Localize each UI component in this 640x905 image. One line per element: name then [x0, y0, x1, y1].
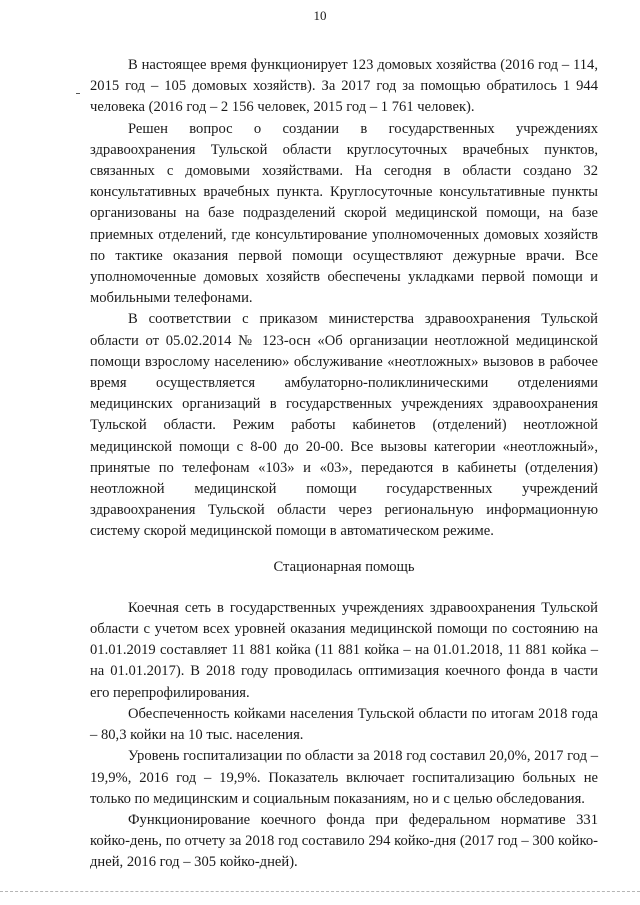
paragraph-bed-network: Коечная сеть в государственных учреждениях здравоохранения Тульской области с учетом всех уровней оказания медицинской помощи по состоянию на 01.01.2019 составляет 11 881 койка (11 881 койка – на 01.01.2018, 11 881 койка – на 01.01.2017). В 2018 году проводилась оптимизация коечного фонда в части его перепрофилирования. [90, 599, 598, 701]
paragraph-bed-provision: Обеспеченность койками населения Тульской области по итогам 2018 года – 80,3 койки на 10 тыс. населения. [90, 705, 598, 744]
page-number: 10 [313, 8, 327, 23]
paragraph-hospitalization-level: Уровень госпитализации по области за 2018 год составил 20,0%, 2017 год – 19,9%, 2016 год – 19,9%. Показатель включает госпитализацию больных не только по медицинским и социальным показаниям, но и с целью обследования. [90, 748, 598, 807]
paragraph-households: В настоящее время функционирует 123 домовых хозяйства (2016 год – 114, 2015 год – 105 домовых хозяйств). За 2017 год за помощью обратилось 1 944 человека (2016 год – 2 156 человек, 2015 год – 1 761 человек). [90, 57, 598, 116]
paragraph-bed-fund-functioning: Функционирование коечного фонда при федеральном нормативе 331 койко-день, по отчету за 2018 год составило 294 койко-дня (2017 год – 300 койко-дней, 2016 год – 305 койко-дней). [90, 811, 598, 871]
paragraph-consultative-points: Решен вопрос о создании в государственных учреждениях здравоохранения Тульской области круглосуточных врачебных пунктов, связанных с домовыми хозяйствами. На сегодня в области создано 32 консультативных врачебных пункта. Круглосуточные консультативные пункты организованы на базе подразделений скорой медицинской помощи, на базе приемных отделений, где консультирование уполномоченных домовых хозяйств по тактике оказания первой помощи осуществляют дежурные врачи. Все уполномоченные домовых хозяйств обеспечены укладками первой помощи и мобильными телефонами. [90, 120, 598, 307]
document-body [90, 55, 598, 874]
scan-artifact [76, 93, 80, 94]
footer-divider [0, 890, 640, 892]
section-title: Стационарная помощь [273, 558, 415, 575]
paragraph-urgent-care: В соответствии с приказом министерства здравоохранения Тульской области от 05.02.2014 № 123-осн «Об организации неотложной медицинской помощи взрослому населению» обслуживание «неотложных» вызовов в рабочее время осуществляется амбулаторно-поликлиническими отделениями медицинских организаций в государственных учреждениях здравоохранения Тульской области. Режим работы кабинетов (отделений) неотложной медицинской помощи с 8-00 до 20-00. Все вызовы категории «неотложный», принятые по телефонам «103» и «03», передаются в кабинеты (отделения) неотложной медицинской помощи государственных учреждений здравоохранения Тульской области через региональную информационную систему скорой медицинской помощи в автоматическом режиме. [90, 311, 598, 540]
